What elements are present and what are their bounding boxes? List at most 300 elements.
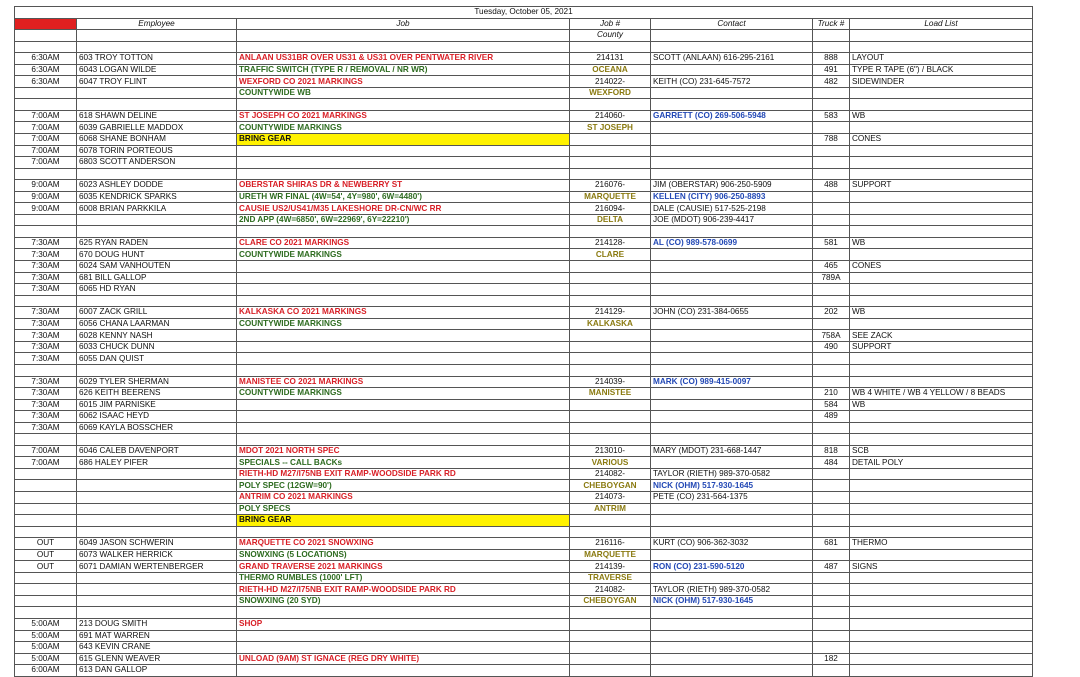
cell-job-number: CHEBOYGAN <box>570 480 651 492</box>
cell-job-number: KALKASKA <box>570 318 651 330</box>
table-row <box>15 538 1033 550</box>
cell-contact <box>651 168 813 180</box>
cell-contact <box>651 457 813 469</box>
cell-time: 7:30AM <box>15 249 77 261</box>
cell-employee: 613 DAN GALLOP <box>77 665 237 677</box>
sheet-title: Tuesday, October 05, 2021 <box>15 7 1033 19</box>
cell-job-number <box>570 353 651 365</box>
table-row <box>15 399 1033 411</box>
cell-employee: 681 BILL GALLOP <box>77 272 237 284</box>
cell-contact <box>651 295 813 307</box>
cell-employee: 6039 GABRIELLE MADDOX <box>77 122 237 134</box>
cell-time: OUT <box>15 538 77 550</box>
cell-contact <box>651 399 813 411</box>
cell-truck <box>813 595 850 607</box>
cell-time: 7:30AM <box>15 272 77 284</box>
cell-contact: RON (CO) 231-590-5120 <box>651 561 813 573</box>
cell-truck <box>813 607 850 619</box>
cell-time: 9:00AM <box>15 180 77 192</box>
cell-employee: 626 KEITH BEERENS <box>77 388 237 400</box>
cell-employee <box>77 364 237 376</box>
cell-job-number <box>570 330 651 342</box>
cell-job: ANLAAN US31BR OVER US31 & US31 OVER PENTWATER RIVER <box>237 53 570 65</box>
cell-truck <box>813 87 850 99</box>
cell-job-number: 214131 <box>570 53 651 65</box>
cell-job <box>237 272 570 284</box>
table-row <box>15 226 1033 238</box>
cell-contact <box>651 607 813 619</box>
cell-contact: JOHN (CO) 231-384-0655 <box>651 307 813 319</box>
table-row <box>15 434 1033 446</box>
cell-employee: 686 HALEY PIFER <box>77 457 237 469</box>
cell-job-number <box>570 295 651 307</box>
table-row <box>15 180 1033 192</box>
cell-truck <box>813 157 850 169</box>
cell-job-number: WEXFORD <box>570 87 651 99</box>
cell-job-number: 216094- <box>570 203 651 215</box>
cell-contact: JIM (OBERSTAR) 906-250-5909 <box>651 180 813 192</box>
cell-time <box>15 526 77 538</box>
cell-job-number: 214060- <box>570 110 651 122</box>
cell-contact <box>651 572 813 584</box>
cell-job-number <box>570 642 651 654</box>
cell-contact <box>651 630 813 642</box>
cell-time <box>15 480 77 492</box>
cell-load-list: LAYOUT <box>850 53 1033 65</box>
cell-load-list <box>850 607 1033 619</box>
table-row <box>15 307 1033 319</box>
cell-job: POLY SPECS <box>237 503 570 515</box>
table-row <box>15 191 1033 203</box>
cell-employee: 6068 SHANE BONHAM <box>77 134 237 146</box>
cell-job: RIETH-HD M27/I75NB EXIT RAMP-WOODSIDE PARK RD <box>237 584 570 596</box>
cell-employee: 6033 CHUCK DUNN <box>77 341 237 353</box>
cell-time: 7:30AM <box>15 376 77 388</box>
cell-load-list <box>850 480 1033 492</box>
cell-truck: 789A <box>813 272 850 284</box>
cell-time <box>15 87 77 99</box>
cell-job-number: 214073- <box>570 491 651 503</box>
cell-employee <box>77 87 237 99</box>
cell-job-number: MARQUETTE <box>570 191 651 203</box>
cell-contact: AL (CO) 989-578-0699 <box>651 237 813 249</box>
cell-job <box>237 261 570 273</box>
cell-job-number <box>570 607 651 619</box>
cell-load-list <box>850 653 1033 665</box>
cell-truck <box>813 191 850 203</box>
cell-time: 7:30AM <box>15 261 77 273</box>
cell-employee <box>77 295 237 307</box>
cell-job: KALKASKA CO 2021 MARKINGS <box>237 307 570 319</box>
cell-truck: 488 <box>813 180 850 192</box>
cell-load-list <box>850 191 1033 203</box>
cell-employee <box>77 99 237 111</box>
cell-load-list: WB <box>850 307 1033 319</box>
cell-job: COUNTYWIDE MARKINGS <box>237 318 570 330</box>
table-row <box>15 237 1033 249</box>
header-employee: Employee <box>77 18 237 30</box>
cell-contact <box>651 653 813 665</box>
cell-job <box>237 353 570 365</box>
schedule-sheet <box>14 6 1033 677</box>
cell-truck: 581 <box>813 237 850 249</box>
cell-time <box>15 595 77 607</box>
cell-truck <box>813 284 850 296</box>
cell-truck <box>813 353 850 365</box>
cell-contact <box>651 284 813 296</box>
cell-truck <box>813 364 850 376</box>
cell-truck <box>813 422 850 434</box>
cell-load-list <box>850 630 1033 642</box>
cell-time <box>15 491 77 503</box>
cell-time: 5:00AM <box>15 630 77 642</box>
cell-employee: 6803 SCOTT ANDERSON <box>77 157 237 169</box>
cell-load-list: CONES <box>850 134 1033 146</box>
header-row <box>15 18 1033 30</box>
cell-load-list <box>850 168 1033 180</box>
cell-job: COUNTYWIDE WB <box>237 87 570 99</box>
cell-job <box>237 526 570 538</box>
cell-job-number <box>570 272 651 284</box>
header-truck: Truck # <box>813 18 850 30</box>
cell-job-number <box>570 341 651 353</box>
cell-load-list: CONES <box>850 261 1033 273</box>
table-row <box>15 41 1033 53</box>
cell-job-number: 214128- <box>570 237 651 249</box>
table-row <box>15 272 1033 284</box>
cell-truck: 210 <box>813 388 850 400</box>
table-row <box>15 549 1033 561</box>
cell-truck <box>813 41 850 53</box>
cell-load-list: SIDEWINDER <box>850 76 1033 88</box>
cell-job-number <box>570 134 651 146</box>
cell-truck: 487 <box>813 561 850 573</box>
cell-employee <box>77 491 237 503</box>
cell-time: 7:30AM <box>15 341 77 353</box>
cell-employee: 6078 TORIN PORTEOUS <box>77 145 237 157</box>
cell-employee <box>77 214 237 226</box>
cell-load-list: DETAIL POLY <box>850 457 1033 469</box>
cell-job <box>237 157 570 169</box>
cell-truck <box>813 480 850 492</box>
cell-contact: NICK (OHM) 517-930-1645 <box>651 595 813 607</box>
cell-time: 7:30AM <box>15 353 77 365</box>
cell-time <box>15 434 77 446</box>
cell-employee: 618 SHAWN DELINE <box>77 110 237 122</box>
cell-time <box>15 572 77 584</box>
cell-employee: 6035 KENDRICK SPARKS <box>77 191 237 203</box>
cell-contact <box>651 87 813 99</box>
subheader-empty <box>813 30 850 42</box>
cell-load-list <box>850 642 1033 654</box>
cell-time: 9:00AM <box>15 191 77 203</box>
cell-load-list <box>850 145 1033 157</box>
cell-truck: 202 <box>813 307 850 319</box>
cell-contact <box>651 99 813 111</box>
cell-employee: 6008 BRIAN PARKKILA <box>77 203 237 215</box>
cell-job-number <box>570 665 651 677</box>
cell-time: 7:30AM <box>15 307 77 319</box>
cell-job-number <box>570 157 651 169</box>
cell-truck: 482 <box>813 76 850 88</box>
table-row <box>15 157 1033 169</box>
table-row <box>15 99 1033 111</box>
table-row <box>15 445 1033 457</box>
cell-job-number: 214139- <box>570 561 651 573</box>
cell-job-number <box>570 422 651 434</box>
cell-truck <box>813 618 850 630</box>
cell-time: OUT <box>15 549 77 561</box>
cell-time: 9:00AM <box>15 203 77 215</box>
cell-employee: 691 MAT WARREN <box>77 630 237 642</box>
cell-employee: 6015 JIM PARNISKE <box>77 399 237 411</box>
cell-load-list <box>850 41 1033 53</box>
cell-job <box>237 399 570 411</box>
table-row <box>15 64 1033 76</box>
cell-contact <box>651 422 813 434</box>
cell-employee: 6049 JASON SCHWERIN <box>77 538 237 550</box>
cell-contact <box>651 388 813 400</box>
cell-employee: 6047 TROY FLINT <box>77 76 237 88</box>
cell-time: 6:30AM <box>15 53 77 65</box>
cell-truck: 681 <box>813 538 850 550</box>
cell-job-number <box>570 515 651 527</box>
cell-employee: 6029 TYLER SHERMAN <box>77 376 237 388</box>
cell-job-number <box>570 434 651 446</box>
subheader-empty <box>15 30 77 42</box>
cell-truck: 484 <box>813 457 850 469</box>
cell-contact: NICK (OHM) 517-930-1645 <box>651 480 813 492</box>
cell-job <box>237 99 570 111</box>
cell-time: 7:00AM <box>15 110 77 122</box>
table-row <box>15 295 1033 307</box>
cell-truck <box>813 226 850 238</box>
cell-contact: PETE (CO) 231-564-1375 <box>651 491 813 503</box>
cell-time: OUT <box>15 561 77 573</box>
cell-job: ST JOSEPH CO 2021 MARKINGS <box>237 110 570 122</box>
cell-truck: 465 <box>813 261 850 273</box>
cell-contact <box>651 515 813 527</box>
cell-contact <box>651 318 813 330</box>
cell-load-list <box>850 411 1033 423</box>
cell-load-list <box>850 503 1033 515</box>
cell-truck: 584 <box>813 399 850 411</box>
cell-load-list <box>850 249 1033 261</box>
cell-contact: KEITH (CO) 231-645-7572 <box>651 76 813 88</box>
cell-employee: 213 DOUG SMITH <box>77 618 237 630</box>
table-row <box>15 468 1033 480</box>
header-county: County <box>570 30 651 42</box>
subheader-row <box>15 30 1033 42</box>
cell-truck: 490 <box>813 341 850 353</box>
cell-job-number: ANTRIM <box>570 503 651 515</box>
table-row <box>15 341 1033 353</box>
cell-employee: 6023 ASHLEY DODDE <box>77 180 237 192</box>
cell-contact <box>651 330 813 342</box>
cell-load-list <box>850 618 1033 630</box>
cell-job-number: 214129- <box>570 307 651 319</box>
table-row <box>15 330 1033 342</box>
cell-time <box>15 607 77 619</box>
cell-contact <box>651 64 813 76</box>
cell-truck: 788 <box>813 134 850 146</box>
cell-contact <box>651 341 813 353</box>
table-row <box>15 665 1033 677</box>
cell-load-list <box>850 595 1033 607</box>
cell-load-list: WB <box>850 110 1033 122</box>
cell-employee: 6007 ZACK GRILL <box>77 307 237 319</box>
cell-time <box>15 468 77 480</box>
table-row <box>15 376 1033 388</box>
cell-job-number <box>570 399 651 411</box>
cell-contact: JOE (MDOT) 906-239-4417 <box>651 214 813 226</box>
cell-truck <box>813 526 850 538</box>
cell-job: MARQUETTE CO 2021 SNOWXING <box>237 538 570 550</box>
cell-contact <box>651 526 813 538</box>
cell-contact <box>651 503 813 515</box>
table-row <box>15 249 1033 261</box>
cell-job-number: 214082- <box>570 468 651 480</box>
table-row <box>15 595 1033 607</box>
cell-job <box>237 41 570 53</box>
cell-truck: 489 <box>813 411 850 423</box>
cell-job: URETH WR FINAL (4W=54', 4Y=980', 6W=4480') <box>237 191 570 203</box>
cell-load-list <box>850 665 1033 677</box>
subheader-empty <box>77 30 237 42</box>
table-row <box>15 284 1033 296</box>
table-row <box>15 87 1033 99</box>
cell-contact: TAYLOR (RIETH) 989-370-0582 <box>651 584 813 596</box>
cell-job <box>237 607 570 619</box>
table-row <box>15 607 1033 619</box>
table-row <box>15 422 1033 434</box>
cell-contact <box>651 411 813 423</box>
cell-load-list <box>850 318 1033 330</box>
table-row <box>15 122 1033 134</box>
cell-job-number <box>570 618 651 630</box>
cell-truck <box>813 503 850 515</box>
cell-truck <box>813 630 850 642</box>
cell-job: BRING GEAR <box>237 515 570 527</box>
cell-contact <box>651 272 813 284</box>
cell-employee <box>77 515 237 527</box>
cell-job-number: 214022- <box>570 76 651 88</box>
cell-load-list <box>850 226 1033 238</box>
cell-load-list: WB <box>850 237 1033 249</box>
cell-contact <box>651 157 813 169</box>
cell-time <box>15 584 77 596</box>
cell-load-list <box>850 87 1033 99</box>
cell-time: 7:00AM <box>15 122 77 134</box>
cell-load-list <box>850 491 1033 503</box>
table-row <box>15 364 1033 376</box>
cell-load-list <box>850 284 1033 296</box>
cell-contact <box>651 145 813 157</box>
cell-job-number: VARIOUS <box>570 457 651 469</box>
cell-employee: 6073 WALKER HERRICK <box>77 549 237 561</box>
cell-job: BRING GEAR <box>237 134 570 146</box>
cell-job: COUNTYWIDE MARKINGS <box>237 388 570 400</box>
cell-time: 5:00AM <box>15 618 77 630</box>
subheader-empty <box>850 30 1033 42</box>
cell-time <box>15 214 77 226</box>
cell-load-list <box>850 515 1033 527</box>
cell-employee: 643 KEVIN CRANE <box>77 642 237 654</box>
cell-job-number: MANISTEE <box>570 388 651 400</box>
cell-job-number <box>570 526 651 538</box>
cell-truck <box>813 295 850 307</box>
cell-job-number: MARQUETTE <box>570 549 651 561</box>
cell-employee: 6028 KENNY NASH <box>77 330 237 342</box>
table-row <box>15 630 1033 642</box>
cell-employee: 6046 CALEB DAVENPORT <box>77 445 237 457</box>
cell-contact <box>651 261 813 273</box>
cell-load-list <box>850 214 1033 226</box>
cell-job: MANISTEE CO 2021 MARKINGS <box>237 376 570 388</box>
cell-truck: 818 <box>813 445 850 457</box>
cell-time <box>15 226 77 238</box>
cell-job: CLARE CO 2021 MARKINGS <box>237 237 570 249</box>
cell-time: 7:00AM <box>15 134 77 146</box>
cell-truck <box>813 584 850 596</box>
cell-job <box>237 434 570 446</box>
table-row <box>15 561 1033 573</box>
cell-employee <box>77 572 237 584</box>
cell-employee <box>77 480 237 492</box>
cell-job-number <box>570 411 651 423</box>
cell-truck <box>813 434 850 446</box>
cell-employee: 6024 SAM VANHOUTEN <box>77 261 237 273</box>
cell-employee: 670 DOUG HUNT <box>77 249 237 261</box>
table-row <box>15 261 1033 273</box>
cell-job-number: 213010- <box>570 445 651 457</box>
cell-job-number: DELTA <box>570 214 651 226</box>
subheader-empty <box>651 30 813 42</box>
cell-truck <box>813 122 850 134</box>
cell-employee: 615 GLENN WEAVER <box>77 653 237 665</box>
cell-load-list <box>850 353 1033 365</box>
cell-employee: 625 RYAN RADEN <box>77 237 237 249</box>
cell-load-list <box>850 584 1033 596</box>
cell-job: RIETH-HD M27/I75NB EXIT RAMP-WOODSIDE PARK RD <box>237 468 570 480</box>
cell-job <box>237 364 570 376</box>
table-row <box>15 353 1033 365</box>
table-row <box>15 491 1033 503</box>
cell-contact <box>651 249 813 261</box>
cell-job: 2ND APP (4W=6850', 6W=22969', 6Y=22210') <box>237 214 570 226</box>
cell-truck <box>813 572 850 584</box>
cell-time: 7:30AM <box>15 284 77 296</box>
cell-job <box>237 284 570 296</box>
cell-job-number: 214082- <box>570 584 651 596</box>
cell-job-number: ST JOSEPH <box>570 122 651 134</box>
table-row <box>15 457 1033 469</box>
cell-contact <box>651 353 813 365</box>
cell-job <box>237 422 570 434</box>
cell-job: OBERSTAR SHIRAS DR & NEWBERRY ST <box>237 180 570 192</box>
cell-time: 7:30AM <box>15 330 77 342</box>
cell-job-number <box>570 261 651 273</box>
cell-contact: MARK (CO) 989-415-0097 <box>651 376 813 388</box>
cell-load-list <box>850 434 1033 446</box>
cell-job <box>237 642 570 654</box>
cell-job <box>237 168 570 180</box>
cell-job: SHOP <box>237 618 570 630</box>
cell-truck <box>813 515 850 527</box>
cell-truck <box>813 168 850 180</box>
cell-load-list <box>850 526 1033 538</box>
cell-contact: DALE (CAUSIE) 517-525-2198 <box>651 203 813 215</box>
